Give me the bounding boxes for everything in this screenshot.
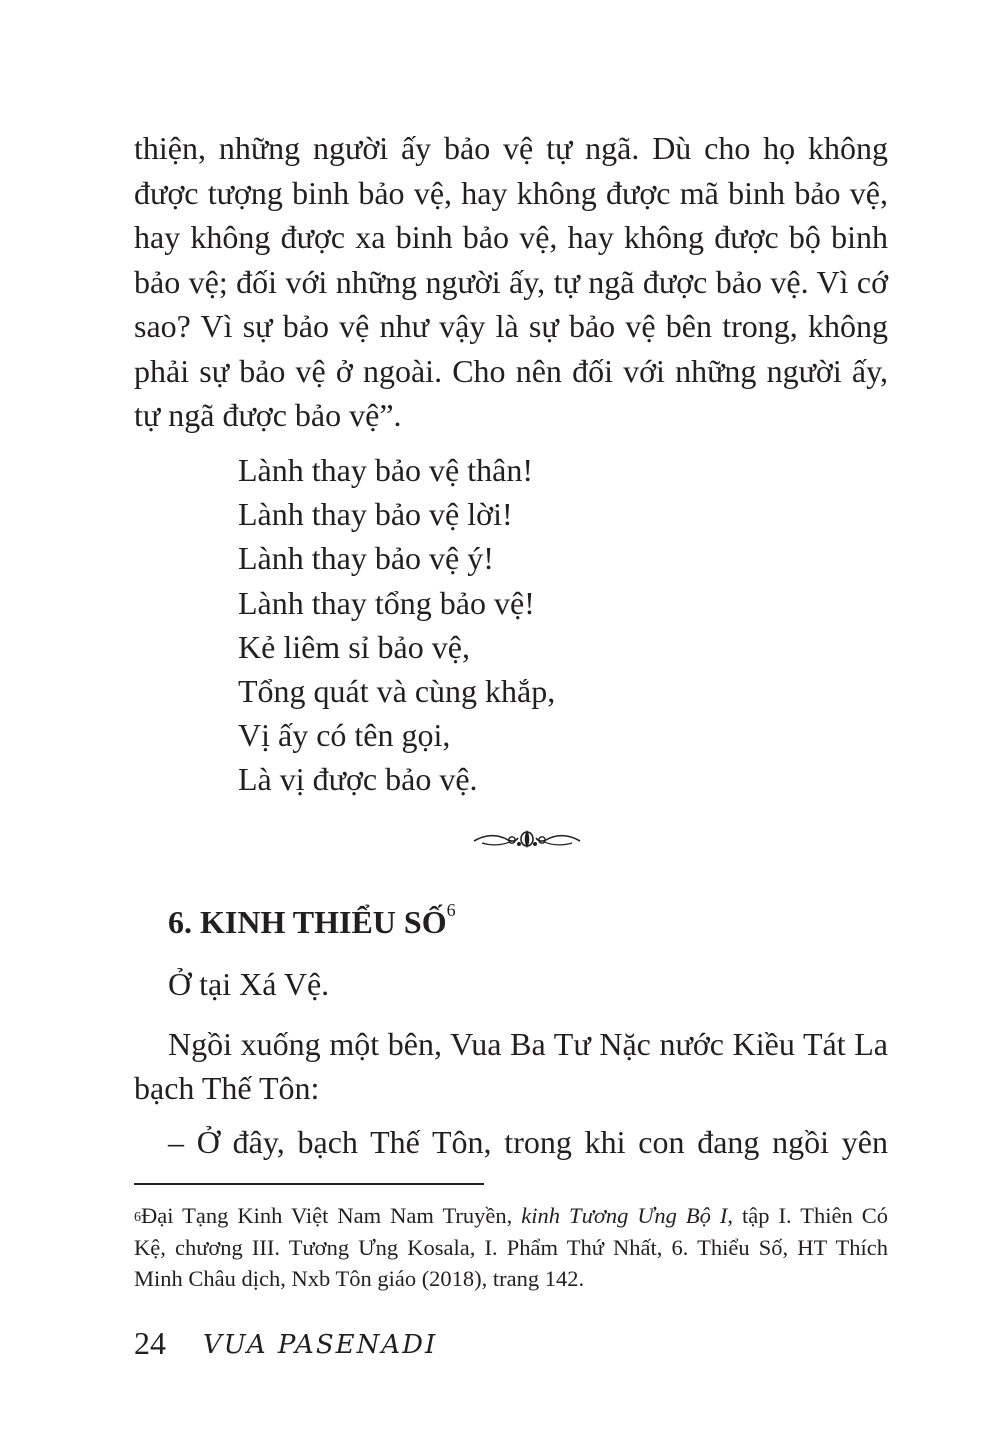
text-line: hay không được xa binh bảo vệ, hay không được bộ binh	[134, 219, 888, 255]
verse-line: Vị ấy có tên gọi,	[238, 717, 451, 754]
text-line: phải sự bảo vệ ở ngoài. Cho nên đối với những người ấy,	[134, 352, 888, 389]
verse-line: Tổng quát và cùng khắp,	[238, 673, 556, 710]
footnote-line: Minh Châu dịch, Nxb Tôn giáo (2018), trang 142.	[134, 1266, 585, 1291]
body-paragraph-2	[134, 1022, 888, 1110]
text-line: Ngồi xuống một bên, Vua Ba Tư Nặc nước Kiều Tát La	[168, 1026, 888, 1062]
text-line: bạch Thế Tôn:	[134, 1070, 320, 1106]
section-heading: 6. KINH THIỂU SỐ$^6$	[168, 900, 456, 940]
text-line: bảo vệ; đối với những người ấy, tự ngã được bảo vệ. Vì cớ	[134, 263, 888, 300]
text-line: được tượng binh bảo vệ, hay không được mã binh bảo vệ,	[134, 174, 888, 211]
body-paragraph-1	[134, 126, 888, 438]
verse-line: Là vị được bảo vệ.	[238, 761, 478, 798]
ornament-divider-icon	[472, 826, 582, 852]
page-number: 24	[134, 1325, 166, 1361]
text-line: thiện, những người ấy bảo vệ tự ngã. Dù cho họ không	[134, 130, 888, 166]
footnote-separator	[134, 1183, 484, 1185]
location-line: Ở tại Xá Vệ.	[168, 966, 330, 1002]
text-line: tự ngã được bảo vệ”.	[134, 397, 402, 433]
verse-block	[238, 448, 555, 802]
verse-line: Lành thay tổng bảo vệ!	[238, 584, 535, 621]
verse-line: Lành thay bảo vệ lời!	[238, 496, 513, 533]
footnote-line: $^6$Đại Tạng Kinh Việt Nam Nam Truyền, kinh Tương Ưng Bộ I, tập I. Thiên Có	[134, 1203, 888, 1228]
verse-line: Lành thay bảo vệ ý!	[238, 540, 494, 577]
running-title: VUA PASENADI	[203, 1330, 438, 1360]
verse-line: Lành thay bảo vệ thân!	[238, 452, 533, 488]
verse-line: Kẻ liêm sỉ bảo vệ,	[238, 628, 470, 665]
footnote-line: Kệ, chương III. Tương Ưng Kosala, I. Phẩm Thứ Nhất, 6. Thiểu Số, HT Thích	[134, 1234, 888, 1260]
footnote	[134, 1200, 888, 1295]
footnote-number: 6	[134, 1210, 141, 1225]
footnote-reference: 6	[446, 900, 456, 920]
text-line: sao? Vì sự bảo vệ như vậy là sự bảo vệ bên trong, không	[134, 308, 888, 344]
body-paragraph-3: – Ở đây, bạch Thế Tôn, trong khi con đang ngồi yên	[168, 1124, 888, 1160]
